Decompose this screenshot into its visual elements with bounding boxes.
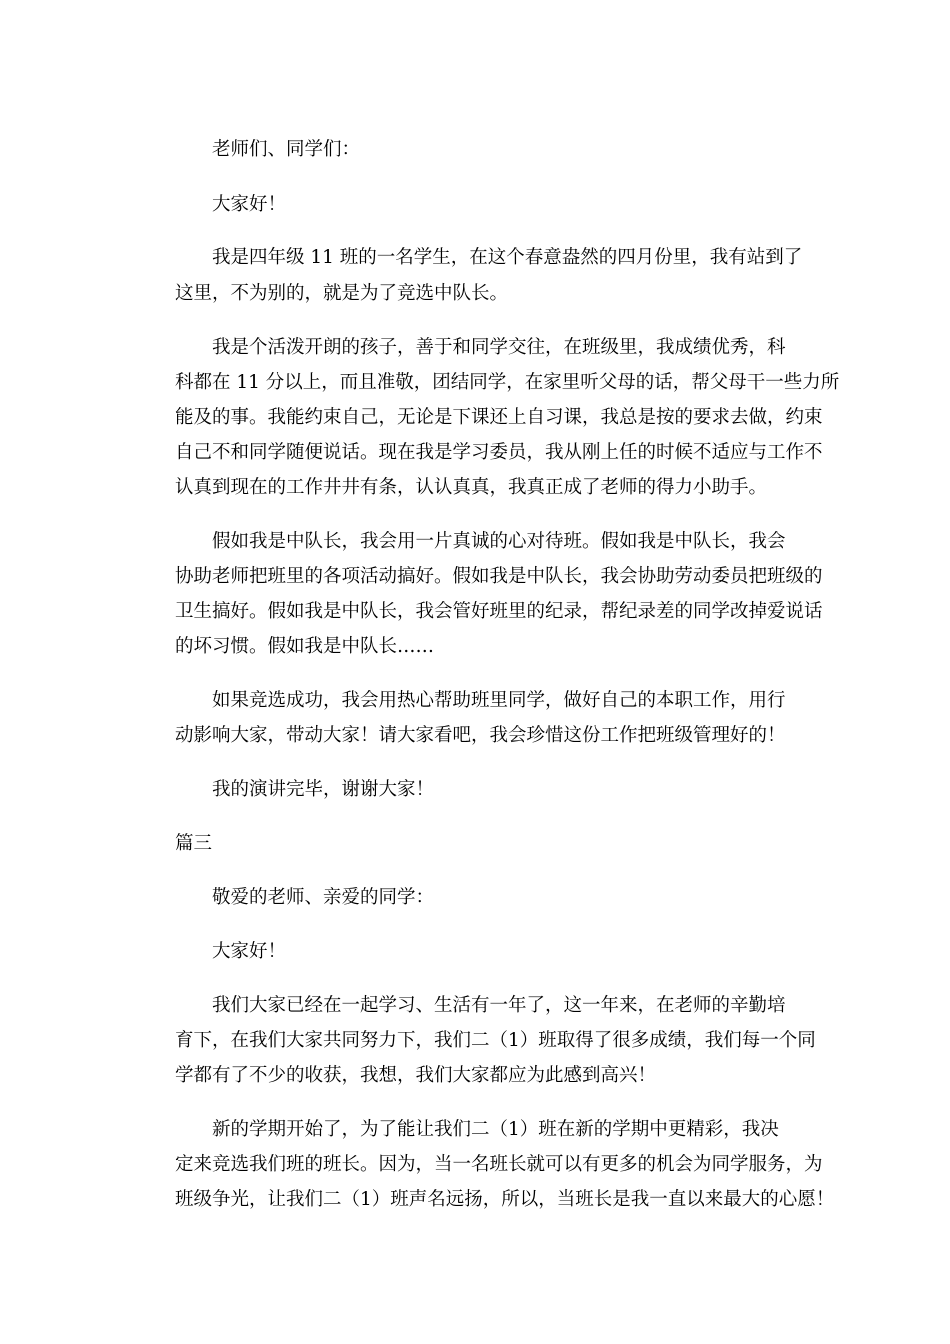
greeting: 大家好！ xyxy=(212,941,287,962)
paragraph-line: 动影响大家，带动大家！请大家看吧，我会珍惜这份工作把班级管理好的！ xyxy=(175,725,786,746)
paragraph-line: 这里，不为别的，就是为了竞选中队长。 xyxy=(175,283,509,304)
paragraph-line: 我是个活泼开朗的孩子，善于和同学交往，在班级里，我成绩优秀，科 xyxy=(212,337,786,358)
closing-line: 我的演讲完毕，谢谢大家！ xyxy=(212,779,435,800)
paragraph-line: 我们大家已经在一起学习、生活有一年了，这一年来，在老师的辛勤培 xyxy=(212,995,786,1016)
paragraph-line: 协助老师把班里的各项活动搞好。假如我是中队长，我会协助劳动委员把班级的 xyxy=(175,566,823,587)
paragraph-line: 假如我是中队长，我会用一片真诚的心对待班。假如我是中队长，我会 xyxy=(212,531,786,552)
paragraph-line: 认真到现在的工作井井有条，认认真真，我真正成了老师的得力小助手。 xyxy=(175,477,768,498)
paragraph-line: 班级争光，让我们二（1）班声名远扬，所以，当班长是我一直以来最大的心愿！ xyxy=(175,1189,835,1210)
paragraph-line: 自己不和同学随便说话。现在我是学习委员，我从刚上任的时候不适应与工作不 xyxy=(175,442,823,463)
paragraph-line: 新的学期开始了，为了能让我们二（1）班在新的学期中更精彩，我决 xyxy=(212,1119,779,1140)
paragraph-line: 育下，在我们大家共同努力下，我们二（1）班取得了很多成绩，我们每一个同 xyxy=(175,1030,816,1051)
paragraph-line: 学都有了不少的收获，我想，我们大家都应为此感到高兴！ xyxy=(175,1065,657,1086)
paragraph-line: 我是四年级 11 班的一名学生，在这个春意盎然的四月份里，我有站到了 xyxy=(212,247,803,268)
paragraph-line: 科都在 11 分以上，而且准敬，团结同学，在家里听父母的话，帮父母干一些力所 xyxy=(175,372,840,393)
paragraph-line: 如果竞选成功，我会用热心帮助班里同学，做好自己的本职工作，用行 xyxy=(212,690,786,711)
paragraph-line: 能及的事。我能约束自己，无论是下课还上自习课，我总是按的要求去做，约束 xyxy=(175,407,823,428)
section-heading: 篇三 xyxy=(175,833,213,854)
salutation: 敬爱的老师、亲爱的同学： xyxy=(212,887,435,908)
salutation: 老师们、同学们： xyxy=(212,139,361,160)
paragraph-line: 的坏习惯。假如我是中队长…… xyxy=(175,636,435,657)
paragraph-line: 定来竞选我们班的班长。因为，当一名班长就可以有更多的机会为同学服务，为 xyxy=(175,1154,823,1175)
paragraph-line: 卫生搞好。假如我是中队长，我会管好班里的纪录，帮纪录差的同学改掉爱说话 xyxy=(175,601,823,622)
greeting: 大家好！ xyxy=(212,194,287,215)
